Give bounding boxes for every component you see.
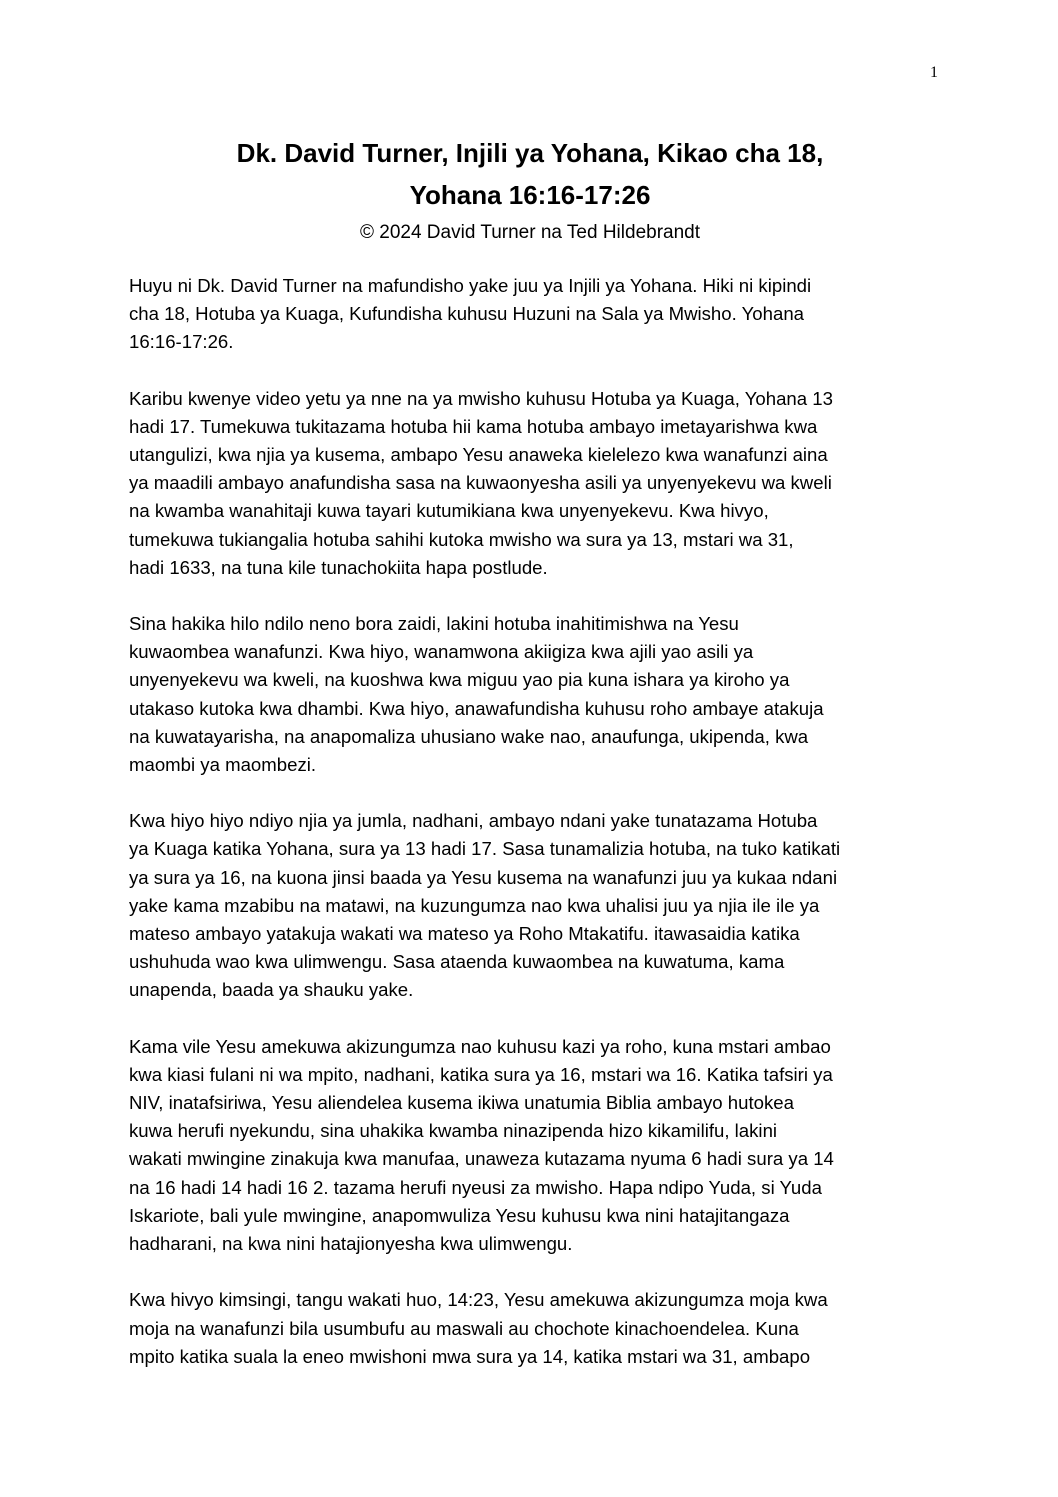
title-line: Yohana 16:16-17:26: [409, 180, 651, 210]
paragraph-line: yake kama mzabibu na matawi, na kuzungumza nao kwa uhalisi juu ya njia ile ile ya: [129, 894, 820, 916]
paragraph-line: Kama vile Yesu amekuwa akizungumza nao kuhusu kazi ya roho, kuna mstari ambao: [129, 1035, 831, 1057]
paragraph-line: hadharani, na kwa nini hatajionyesha kwa ulimwengu.: [129, 1233, 573, 1255]
paragraph-line: NIV, inatafsiriwa, Yesu aliendelea kusema ikiwa unatumia Biblia ambayo hutokea: [129, 1092, 794, 1114]
paragraph: [129, 385, 935, 582]
transcript-body: [129, 272, 935, 1399]
paragraph: [129, 807, 935, 1004]
paragraph-line: utangulizi, kwa njia ya kusema, ambapo Yesu anaweka kielelezo kwa wanafunzi aina: [129, 444, 828, 466]
paragraph-line: na 16 hadi 14 hadi 16 2. tazama herufi nyeusi za mwisho. Hapa ndipo Yuda, si Yuda: [129, 1176, 822, 1198]
paragraph-line: mateso ambayo yatakuja wakati wa mateso ya Roho Mtakatifu. itawasaidia katika: [129, 923, 800, 945]
paragraph-line: cha 18, Hotuba ya Kuaga, Kufundisha kuhusu Huzuni na Sala ya Mwisho. Yohana: [129, 303, 805, 325]
paragraph-line: mpito katika suala la eneo mwishoni mwa sura ya 14, katika mstari wa 31, ambapo: [129, 1345, 811, 1367]
paragraph-line: na kuwatayarisha, na anapomaliza uhusiano wake nao, anaufunga, ukipenda, kwa: [129, 725, 809, 747]
paragraph: [129, 610, 935, 779]
paragraph: [129, 1286, 935, 1371]
paragraph-line: hadi 17. Tumekuwa tukitazama hotuba hii kama hotuba ambayo imetayarishwa kwa: [129, 415, 818, 437]
paragraph-line: kwa kiasi fulani ni wa mpito, nadhani, katika sura ya 16, mstari wa 16. Katika tafsiri ya: [129, 1063, 833, 1085]
paragraph-line: kuwa herufi nyekundu, sina uhakika kwamba ninazipenda hizo kikamilifu, lakini: [129, 1120, 778, 1142]
paragraph-line: 16:16-17:26.: [129, 331, 234, 353]
paragraph: [129, 272, 935, 357]
paragraph-line: unapenda, baada ya shauku yake.: [129, 979, 414, 1001]
paragraph-line: kuwaombea wanafunzi. Kwa hiyo, wanamwona akiigiza kwa ajili yao asili ya: [129, 641, 754, 663]
title-line: Dk. David Turner, Injili ya Yohana, Kikao cha 18,: [236, 138, 824, 168]
paragraph-line: maombi ya maombezi.: [129, 754, 317, 776]
paragraph-line: ya Kuaga katika Yohana, sura ya 13 hadi 17. Sasa tunamalizia hotuba, na tuko katikati: [129, 838, 841, 860]
page-number: 1: [930, 64, 938, 81]
paragraph-line: utakaso kutoka kwa dhambi. Kwa hiyo, anawafundisha kuhusu roho ambaye atakuja: [129, 697, 824, 719]
paragraph-line: hadi 1633, na tuna kile tunachokiita hapa postlude.: [129, 556, 548, 578]
paragraph-line: ya sura ya 16, na kuona jinsi baada ya Yesu kusema na wanafunzi juu ya kukaa ndani: [129, 866, 838, 888]
paragraph: [129, 1033, 935, 1259]
paragraph-line: Karibu kwenye video yetu ya nne na ya mwisho kuhusu Hotuba ya Kuaga, Yohana 13: [129, 387, 833, 409]
copyright-notice: © 2024 David Turner na Ted Hildebrandt: [359, 222, 701, 243]
paragraph-line: Kwa hiyo hiyo ndiyo njia ya jumla, nadhani, ambayo ndani yake tunatazama Hotuba: [129, 810, 818, 832]
paragraph-line: Iskariote, bali yule mwingine, anapomwuliza Yesu kuhusu kwa nini hatajitangaza: [129, 1204, 790, 1226]
paragraph-line: tumekuwa tukiangalia hotuba sahihi kutoka mwisho wa sura ya 13, mstari wa 31,: [129, 528, 794, 550]
paragraph-line: wakati mwingine zinakuja kwa manufaa, unaweza kutazama nyuma 6 hadi sura ya 14: [129, 1148, 834, 1170]
paragraph-line: ushuhuda wao kwa ulimwengu. Sasa ataenda kuwaombea na kuwatuma, kama: [129, 951, 785, 973]
paragraph-line: ya maadili ambayo anafundisha sasa na kuwaonyesha asili ya unyenyekevu wa kweli: [129, 472, 832, 494]
paragraph-line: Huyu ni Dk. David Turner na mafundisho yake juu ya Injili ya Yohana. Hiki ni kipindi: [129, 275, 812, 296]
paragraph-line: moja na wanafunzi bila usumbufu au maswali au chochote kinachoendelea. Kuna: [129, 1317, 799, 1339]
paragraph-line: unyenyekevu wa kweli, na kuoshwa kwa miguu yao pia kuna ishara ya kiroho ya: [129, 669, 790, 691]
paragraph-line: Kwa hivyo kimsingi, tangu wakati huo, 14:23, Yesu amekuwa akizungumza moja kwa: [129, 1289, 828, 1311]
paragraph-line: na kwamba wanahitaji kuwa tayari kutumikiana kwa unyenyekevu. Kwa hivyo,: [129, 500, 769, 522]
paragraph-line: Sina hakika hilo ndilo neno bora zaidi, lakini hotuba inahitimishwa na Yesu: [129, 613, 739, 635]
document-title: [110, 132, 950, 216]
